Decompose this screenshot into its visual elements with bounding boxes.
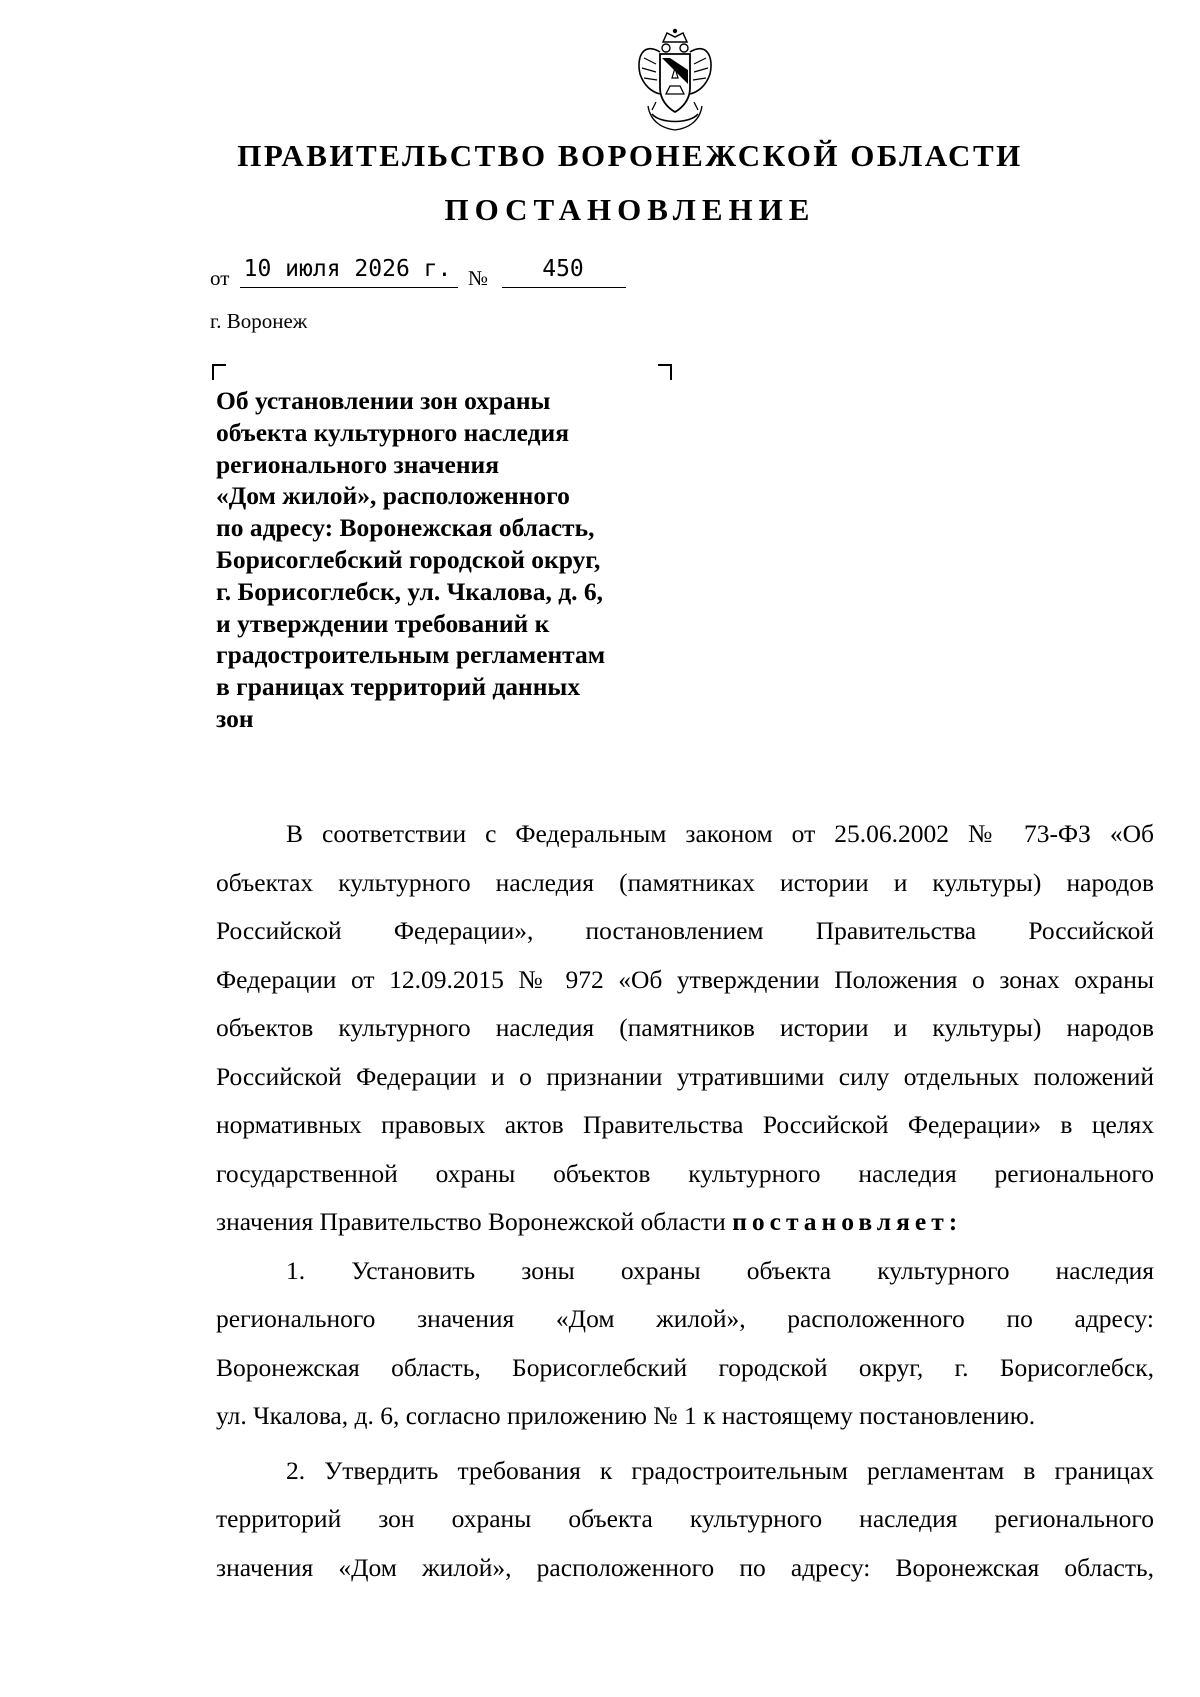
subject-line: объекта культурного наследия	[216, 417, 570, 447]
document-date: 10 июля 2026 г.	[243, 256, 452, 282]
subject-corner-mark-right	[658, 364, 672, 380]
item-1-paragraph	[216, 1247, 1154, 1441]
document-type-title: ПОСТАНОВЛЕНИЕ	[444, 192, 816, 227]
document-body	[216, 810, 1154, 1592]
preamble-last-line	[216, 1198, 1154, 1247]
preamble-line: значения Правительство Воронежской области	[216, 1207, 726, 1236]
subject-line: по адресу: Воронежская область,	[216, 513, 595, 543]
coat-of-arms-icon	[630, 28, 720, 136]
item-2-line: территорий зон охраны объекта культурного наследия регионального	[216, 1504, 1154, 1533]
item-2-line: значения «Дом жилой», расположенного по адресу: Воронежская область,	[216, 1552, 1154, 1582]
number-underline	[502, 287, 626, 288]
subject-line: Борисоглебский городской округ,	[216, 544, 601, 574]
city: г. Воронеж	[210, 309, 308, 333]
item-1-line: ул. Чкалова, д. 6, согласно приложению № 1 к настоящему постановлению.	[216, 1401, 1036, 1430]
item-2-line: 2. Утвердить требования к градостроительным регламентам в границах	[286, 1455, 1154, 1485]
preamble-line: государственной охраны объектов культурного наследия регионального	[216, 1158, 1154, 1188]
preamble-paragraph	[216, 810, 1154, 1247]
preamble-line: нормативных правовых актов Правительства Российской Федерации» в целях	[216, 1110, 1154, 1139]
resolves-word: постановляет:	[732, 1207, 963, 1236]
item-2-paragraph	[216, 1447, 1154, 1593]
subject-line: зон	[216, 703, 254, 733]
preamble-line: объектах культурного наследия (памятниках истории и культуры) народов	[216, 867, 1154, 897]
item-1-line: 1. Установить зоны охраны объекта культурного наследия	[286, 1255, 1154, 1285]
subject-line: градостроительным регламентам	[216, 640, 606, 670]
number-prefix: №	[468, 266, 489, 290]
item-1-line: Воронежская область, Борисоглебский городской округ, г. Борисоглебск,	[216, 1352, 1154, 1382]
subject-line: Об установлении зон охраны	[216, 386, 551, 415]
preamble-line: Российской Федерации», постановлением Правительства Российской	[216, 916, 1154, 945]
subject-line: и утверждении требований к	[216, 608, 550, 638]
preamble-line: Федерации от 12.09.2015 № 972 «Об утверждении Положения о зонах охраны	[216, 964, 1154, 994]
subject-line: регионального значения	[216, 449, 500, 479]
subject-line: в границах территорий данных	[216, 672, 581, 702]
organization-title: ПРАВИТЕЛЬСТВО ВОРОНЕЖСКОЙ ОБЛАСТИ	[237, 138, 1023, 173]
subject-corner-mark-left	[212, 364, 226, 380]
date-number-line	[210, 256, 710, 292]
date-underline	[240, 287, 458, 288]
preamble-line: объектов культурного наследия (памятников истории и культуры) народов	[216, 1013, 1154, 1042]
document-subject	[216, 385, 666, 735]
subject-line: «Дом жилой», расположенного	[216, 481, 570, 511]
preamble-line: В соответствии с Федеральным законом от 25.06.2002 № 73-ФЗ «Об	[286, 819, 1154, 848]
subject-line: г. Борисоглебск, ул. Чкалова, д. 6,	[216, 576, 604, 606]
preamble-line: Российской Федерации и о признании утратившими силу отдельных положений	[216, 1061, 1154, 1091]
date-prefix: от	[210, 266, 230, 290]
document-number: 450	[542, 256, 584, 282]
item-1-line: регионального значения «Дом жилой», расположенного по адресу:	[216, 1304, 1154, 1333]
